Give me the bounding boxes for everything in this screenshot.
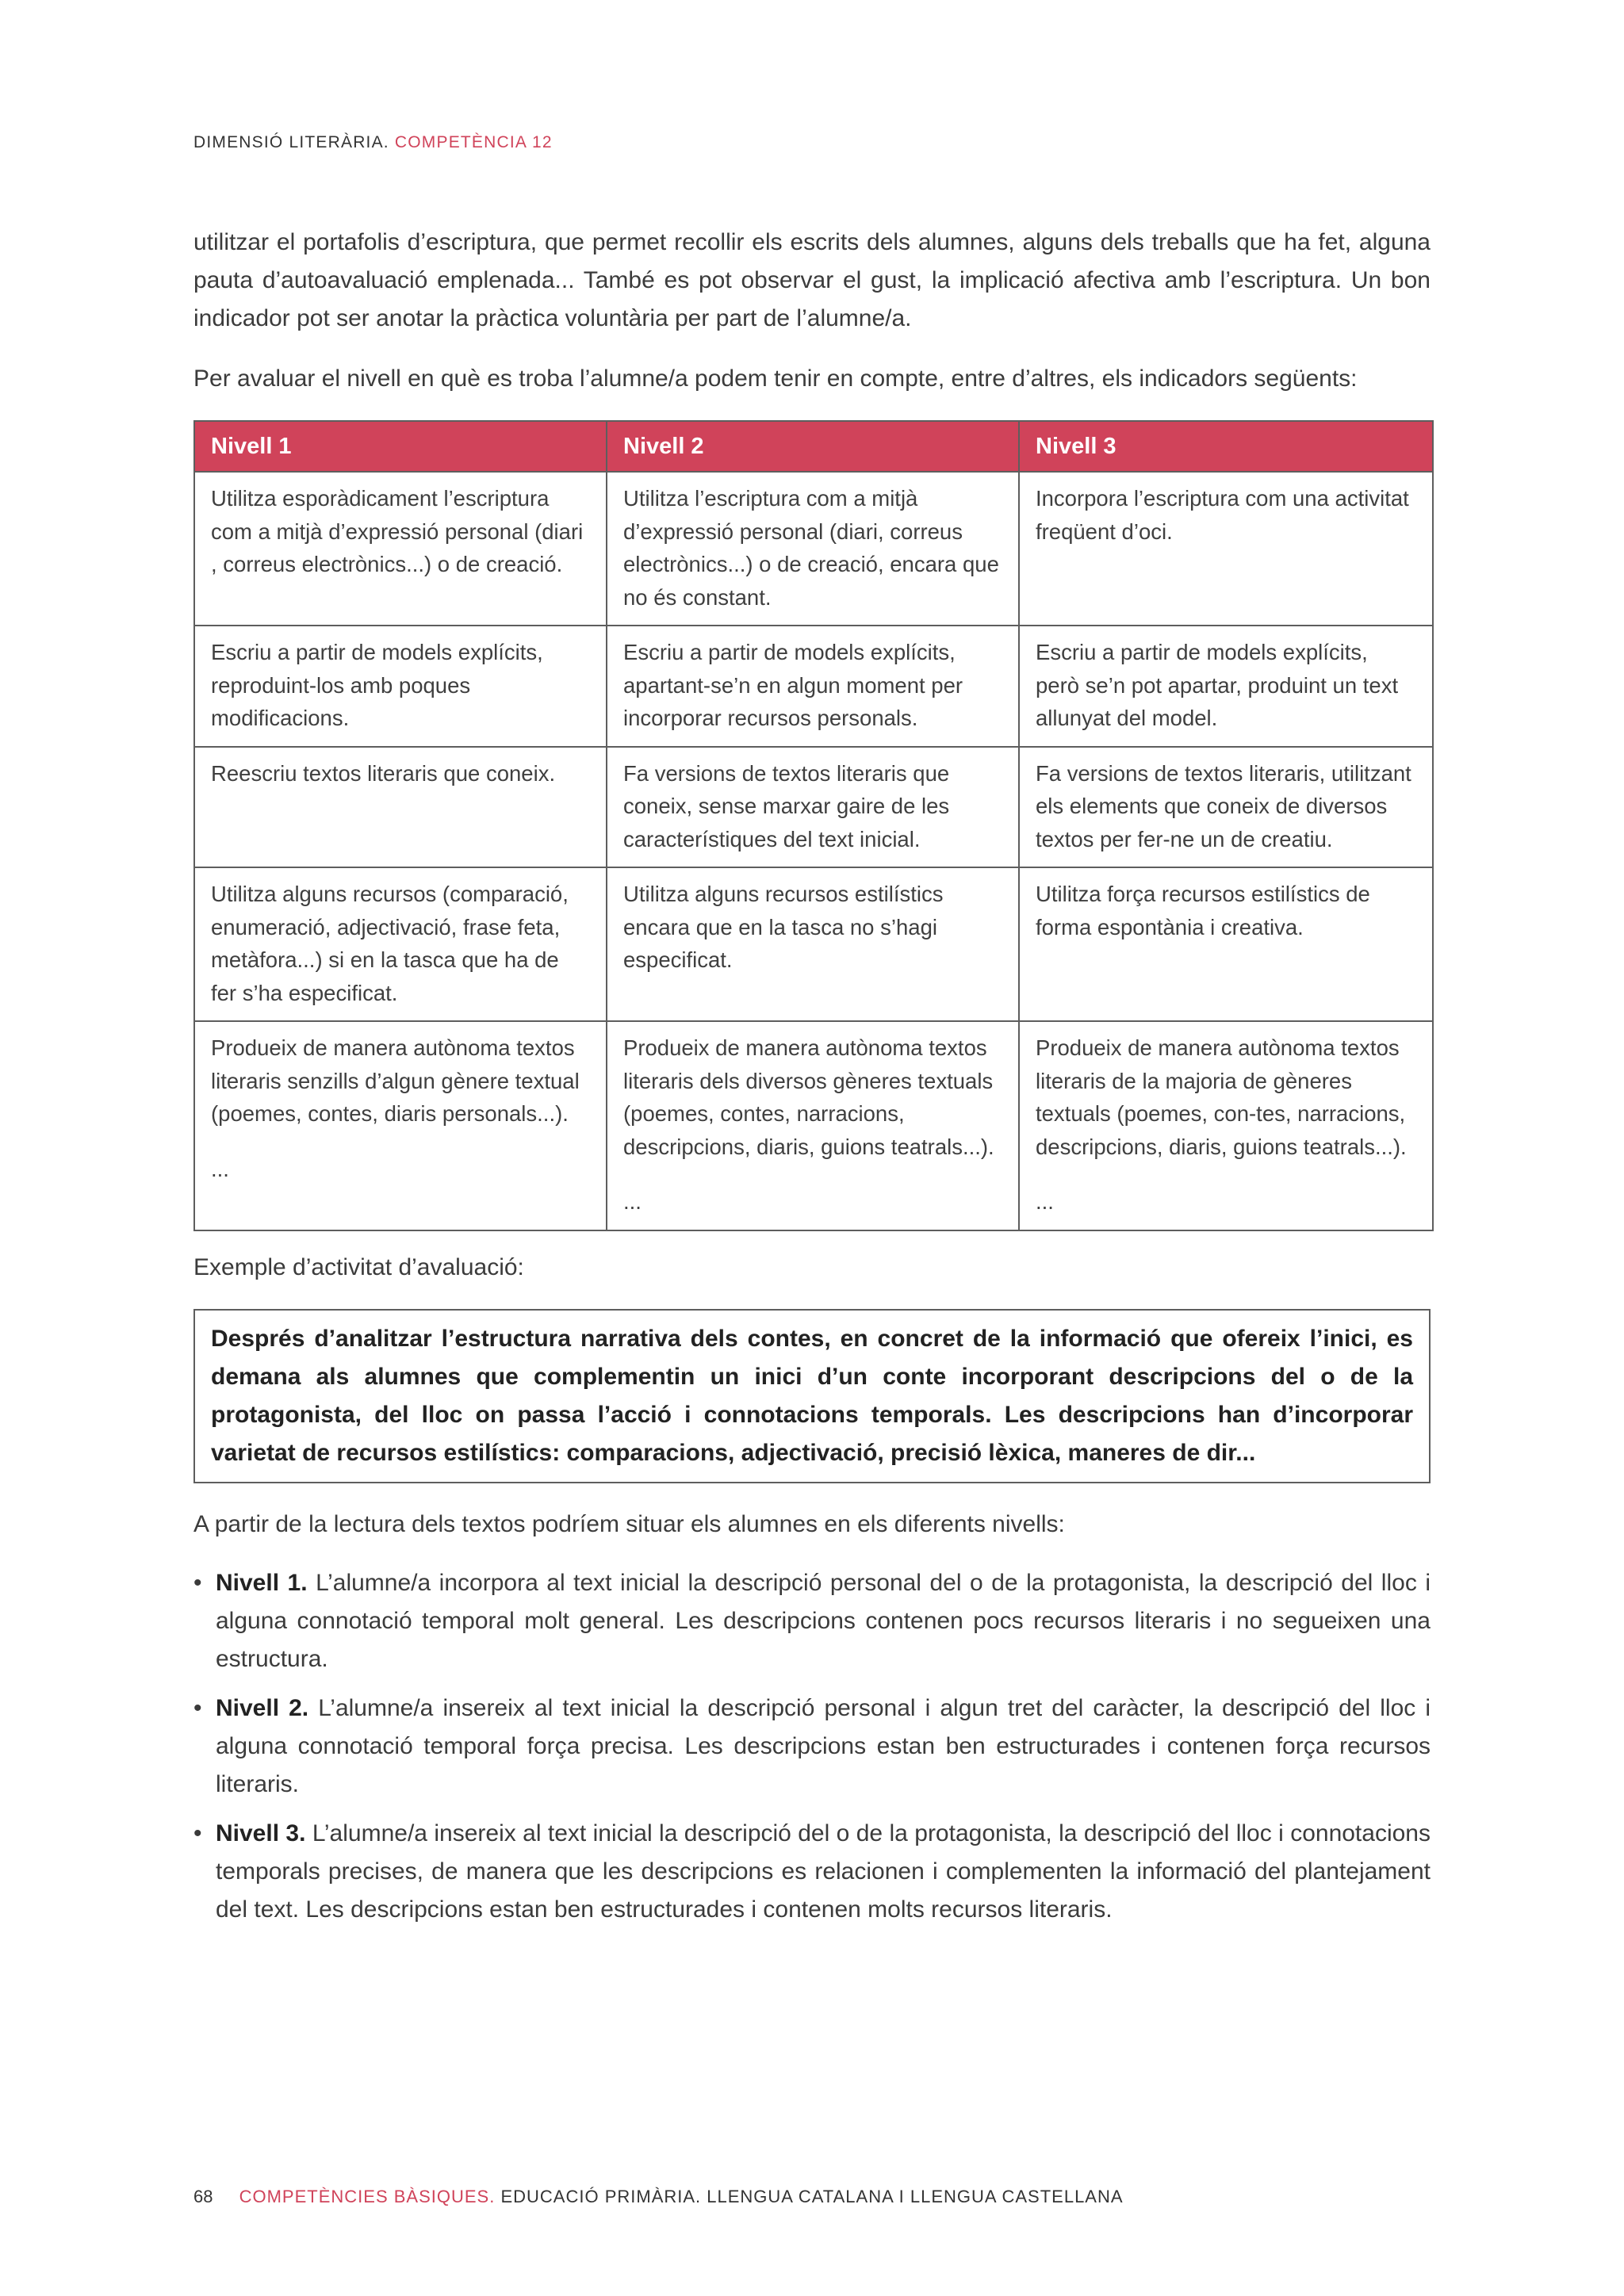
list-item [193, 1689, 1431, 1804]
table-cell: Fa versions de textos literaris, utilitzant els elements que coneix de diversos textos per fer-ne un de creatiu. [1019, 747, 1433, 868]
example-label: Exemple d’activitat d’avaluació: [193, 1253, 524, 1280]
page-footer [193, 2187, 1124, 2207]
table-cell: Incorpora l’escriptura com una activitat freqüent d’oci. [1019, 472, 1433, 626]
header-section: DIMENSIÓ LITERÀRIA. [193, 133, 389, 151]
table-row [194, 747, 1433, 868]
table-cell: Utilitza l’escriptura com a mitjà d’expressió personal (diari, correus electrònics...) o de creació, encara que no és constant. [607, 472, 1019, 626]
example-activity-box: Després d’analitzar l’estructura narrativa dels contes, en concret de la informació que ofereix l’inici, es demana als alumnes que complementin un inici d’un conte incorporant descripcions del o de la protagonista, del lloc on passa l’acció i connotacions temporals. Les descripcions han d’incorporar varietat de recursos estilístics: comparacions, adjectivació, precisió lèxica, maneres de dir... [193, 1309, 1431, 1483]
bullet-icon: • [193, 1820, 202, 1846]
indicators-table [193, 420, 1434, 1231]
list-item [193, 1815, 1431, 1929]
table-cell: Fa versions de textos literaris que coneix, sense marxar gaire de les característiques del text inicial. [607, 747, 1019, 868]
footer-series: COMPETÈNCIES BÀSIQUES. [239, 2187, 496, 2206]
table-cell: Utilitza alguns recursos estilístics encara que en la tasca no s’hagi especificat. [607, 867, 1019, 1021]
table-cell: Escriu a partir de models explícits, reproduint-los amb poques modificacions. [194, 626, 607, 747]
table-row [194, 626, 1433, 747]
level-text: L’alumne/a insereix al text inicial la descripció del o de la protagonista, la descripció del lloc i connotacions temporals precises, de manera que les descripcions es relacionen i complementen la informació del plantejament del text. Les descripcions estan ben estructurades i contenen molts recursos literaris. [216, 1820, 1431, 1923]
table-cell: Utilitza alguns recursos (comparació, enumeració, adjectivació, frase feta, metàfora...) si en la tasca que ha de fer s’ha especificat. [194, 867, 607, 1021]
table-row [194, 867, 1433, 1021]
table-cell: Reescriu textos literaris que coneix. [194, 747, 607, 868]
cell-ellipsis: ... [623, 1189, 642, 1214]
bullet-icon: • [193, 1569, 202, 1596]
header-competence: COMPETÈNCIA 12 [394, 133, 553, 151]
header-level-2: Nivell 2 [607, 421, 1019, 472]
table-cell: Escriu a partir de models explícits, apartant-se’n en algun moment per incorporar recursos personals. [607, 626, 1019, 747]
cell-text: Produeix de manera autònoma textos literaris de la majoria de gèneres textuals (poemes, con-tes, narracions, descripcions, diaris, guions teatrals...). [1036, 1035, 1407, 1159]
intro-paragraph-1: utilitzar el portafolis d’escriptura, que permet recollir els escrits dels alumnes, alguns dels treballs que ha fet, alguna pauta d’autoavaluació emplenada... També es pot observar el gust, la implicació afectiva amb l’escriptura. Un bon indicador pot ser anotar la pràctica voluntària per part de l’alumne/a. [193, 229, 1431, 331]
table-cell [194, 1021, 607, 1230]
table-row [194, 472, 1433, 626]
header-level-1: Nivell 1 [194, 421, 607, 472]
level-label: Nivell 1. [216, 1569, 308, 1596]
table-cell: Escriu a partir de models explícits, però se’n pot apartar, produint un text allunyat del model. [1019, 626, 1433, 747]
level-text: L’alumne/a incorpora al text inicial la descripció personal del o de la protagonista, la descripció del lloc i alguna connotació temporal molt general. Les descripcions contenen pocs recursos literaris i no segueixen una estructura. [216, 1569, 1431, 1672]
header-level-3: Nivell 3 [1019, 421, 1433, 472]
cell-ellipsis: ... [211, 1156, 229, 1181]
levels-intro: A partir de la lectura dels textos podríem situar els alumnes en els diferents nivells: [193, 1510, 1065, 1537]
intro-paragraph-2: Per avaluar el nivell en què es troba l’alumne/a podem tenir en compte, entre d’altres, els indicadors següents: [193, 365, 1358, 392]
level-label: Nivell 2. [216, 1694, 309, 1721]
table-header-row [194, 421, 1433, 472]
cell-ellipsis: ... [1036, 1189, 1054, 1214]
table-cell [1019, 1021, 1433, 1230]
table-cell [607, 1021, 1019, 1230]
cell-text: Produeix de manera autònoma textos literaris senzills d’algun gènere textual (poemes, contes, diaris personals...). [211, 1035, 580, 1126]
bullet-icon: • [193, 1694, 202, 1721]
footer-subtitle: EDUCACIÓ PRIMÀRIA. LLENGUA CATALANA I LLENGUA CASTELLANA [500, 2187, 1124, 2206]
page-content [193, 224, 1431, 1940]
table-cell: Utilitza força recursos estilístics de forma espontània i creativa. [1019, 867, 1433, 1021]
cell-text: Produeix de manera autònoma textos literaris dels diversos gèneres textuals (poemes, contes, narracions, descripcions, diaris, guions teatrals...). [623, 1035, 994, 1159]
list-item [193, 1564, 1431, 1678]
level-text: L’alumne/a insereix al text inicial la descripció personal i algun tret del caràcter, la descripció del lloc i alguna connotació temporal força precisa. Les descripcions estan ben estructurades i contenen força recursos literaris. [216, 1694, 1431, 1797]
table-row [194, 1021, 1433, 1230]
level-label: Nivell 3. [216, 1820, 306, 1846]
table-cell: Utilitza esporàdicament l’escriptura com a mitjà d’expressió personal (diari , correus electrònics...) o de creació. [194, 472, 607, 626]
levels-list [193, 1564, 1431, 1929]
page-number: 68 [193, 2187, 213, 2206]
running-header [193, 133, 553, 152]
